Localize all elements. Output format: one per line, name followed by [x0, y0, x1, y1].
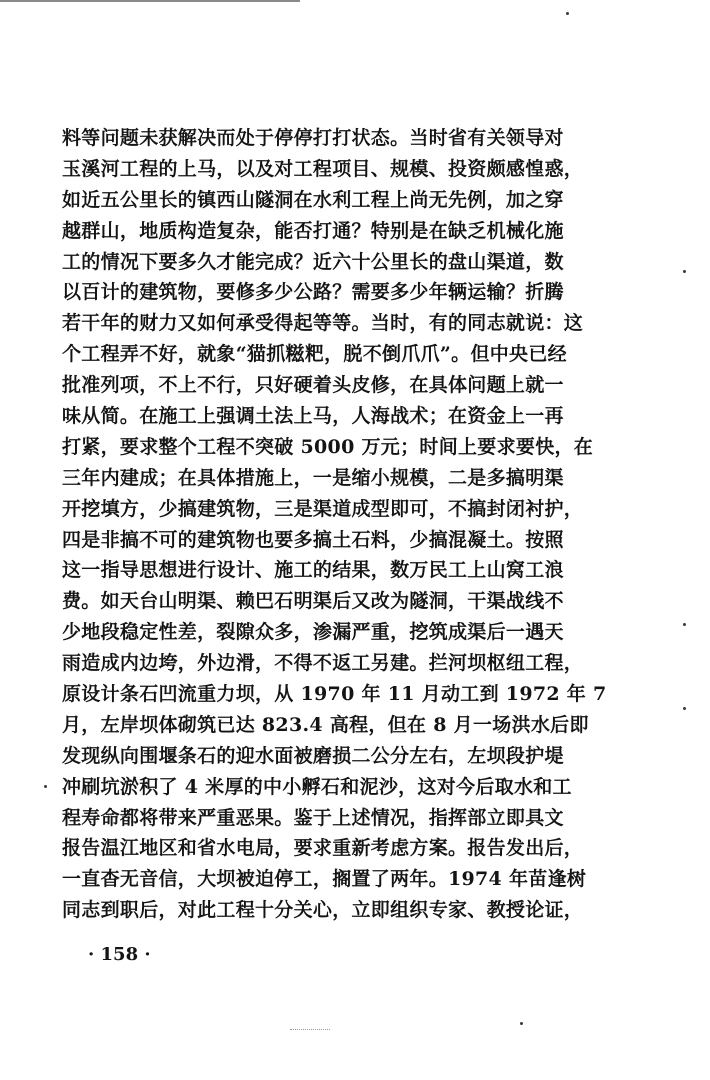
text-line: 越群山，地质构造复杂，能否打通？特别是在缺乏机械化施	[62, 219, 564, 242]
scan-speck	[683, 623, 686, 626]
text-line: 四是非搞不可的建筑物也要多搞土石料，少搞混凝土。按照	[62, 528, 564, 551]
scan-dotted-mark	[290, 1029, 330, 1031]
text-line: 月，左岸坝体砌筑已达 823.4 高程，但在 8 月一场洪水后即	[62, 713, 589, 736]
text-line: 同志到职后，对此工程十分关心，立即组织专家、教授论证，	[62, 899, 584, 922]
text-line: 发现纵向围堰条石的迎水面被磨损二公分左右，左坝段护堤	[62, 744, 564, 767]
text-line: 味从简。在施工上强调土法上马，人海战术；在资金上一再	[62, 405, 564, 428]
text-line: 玉溪河工程的上马，以及对工程项目、规模、投资颇感惶惑，	[62, 157, 584, 180]
top-edge-rule	[0, 0, 300, 2]
page-number: · 158 ·	[88, 944, 151, 965]
text-line: 原设计条石凹流重力坝，从 1970 年 11 月动工到 1972 年 7	[62, 683, 607, 706]
scan-speck	[683, 270, 686, 273]
text-line: 程寿命都将带来严重恶果。鉴于上述情况，指挥部立即具文	[62, 806, 564, 829]
text-line: 工的情况下要多久才能完成？近六十公里长的盘山渠道，数	[62, 250, 564, 273]
text-line: 冲刷坑淤积了 4 米厚的中小孵石和泥沙，这对今后取水和工	[62, 775, 572, 798]
scan-speck	[683, 707, 686, 710]
text-line: 批准列项，不上不行，只好硬着头皮修，在具体问题上就一	[62, 374, 564, 397]
scan-speck	[566, 12, 569, 15]
text-line: 雨造成内边垮，外边滑，不得不返工另建。拦河坝枢纽工程，	[62, 652, 584, 675]
text-line: 这一指导思想进行设计、施工的结果，数万民工上山窝工浪	[62, 559, 564, 582]
text-line: 开挖填方，少搞建筑物，三是渠道成型即可，不搞封闭衬护，	[62, 497, 584, 520]
text-line: 三年内建成；在具体措施上，一是缩小规模，二是多搞明渠	[62, 466, 564, 489]
text-line: 费。如天台山明渠、赖巴石明渠后又改为隧洞，干渠战线不	[62, 590, 564, 613]
text-line: 打紧，要求整个工程不突破 5000 万元；时间上要求要快，在	[62, 435, 594, 458]
text-line: 料等问题未获解决而处于停停打打状态。当时省有关领导对	[62, 127, 564, 149]
body-text	[62, 123, 607, 926]
text-line: 若干年的财力又如何承受得起等等。当时，有的同志就说：这	[62, 312, 584, 335]
text-line: 个工程弄不好，就象“猫抓糍粑，脱不倒爪爪”。但中央已经	[62, 343, 567, 366]
text-line: 少地段稳定性差，裂隙众多，渗漏严重，挖筑成渠后一遇天	[62, 621, 564, 644]
scan-speck	[44, 785, 47, 788]
text-line: 如近五公里长的镇西山隧洞在水利工程上尚无先例，加之穿	[62, 188, 564, 211]
text-line: 报告温江地区和省水电局，要求重新考虑方案。报告发出后，	[62, 837, 584, 860]
scan-speck	[520, 1022, 523, 1025]
text-line: 一直杳无音信，大坝被迫停工，搁置了两年。1974 年苗逢树	[62, 868, 587, 891]
text-line: 以百计的建筑物，要修多少公路？需要多少年辆运输？折腾	[62, 281, 564, 304]
